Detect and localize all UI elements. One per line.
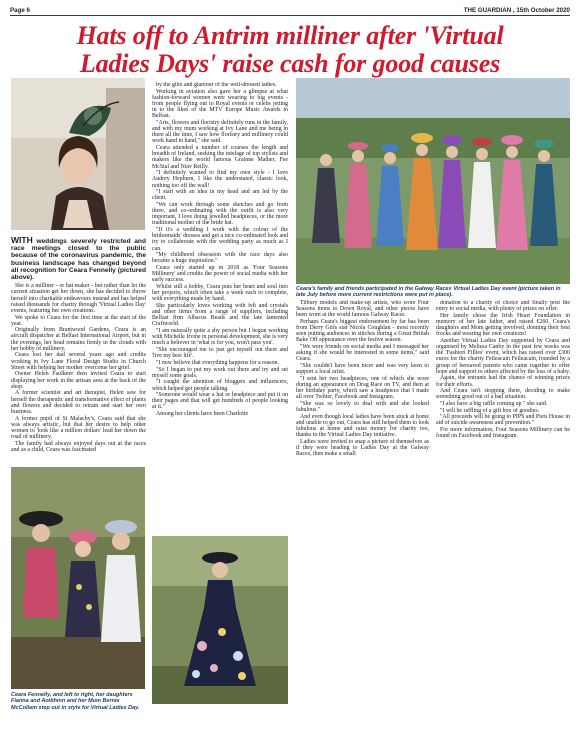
floral-dress-photo xyxy=(152,536,288,704)
paragraph: She particularly loves working with felt and crystals and other items from a range of suppliers, including Belfast firm Albacus Beads and the late lamented Craftworld. xyxy=(152,302,288,328)
paragraph: "I will be raffling of a gift box of goodies. xyxy=(440,407,540,414)
paragraph: by the glitz and glamour of the well-dressed ladies. xyxy=(156,82,277,88)
paragraph: "I definitely wanted to find my own style - I love Audrey Hepburn, I like the understated, classic look, nothing too off the wall! xyxy=(152,170,288,189)
paragraph: A former scientist and art therapist, Helen saw for herself the therapeutic and transformative effect of plants and flowers and decided to retrain and start her own business. xyxy=(11,390,146,415)
article-column-1 xyxy=(11,237,146,465)
paragraph: Ladies were invited to snap a picture of themselves as if they were heading to Ladies Day at the Galway Races, then make a small xyxy=(296,438,429,458)
paragraph: "I am naturally quite a shy person but I begun working with Michelle Irvine in personal development, she is very much a believer in 'what is for you, won't pass you'. xyxy=(152,328,288,347)
paragraph: The family had always enjoyed days out at the races and as a child, Ceara was fascinated xyxy=(11,440,146,453)
paragraph: "We were friends on social media and I messaged her asking if she would be interested in some items," said Ceara. xyxy=(296,344,429,363)
paragraph: "I caught the attention of bloggers and influencers, which helped get people talking. xyxy=(152,379,288,392)
paragraph: For more information, Four Seasons Millinery can be found on Facebook and Instagram. xyxy=(436,427,570,440)
lead-dropcap: WITH xyxy=(11,237,33,245)
paragraph: "I now believe that everything happens for a reason. xyxy=(156,359,279,366)
paragraph: "My childhood obsession with the race days also became a huge inspiration." xyxy=(152,252,288,265)
paragraph: Whilst still a hobby, Ceara puts her heart and soul into her projects, which often take a week each to complete, with everything made by hand. xyxy=(152,284,288,303)
lead-paragraph xyxy=(11,237,146,281)
paragraph: A former pupil of St Malachy's, Ceara said that she was always artistic, but that her desire to help other women to 'look like a million dollars' lead her down the road of millinery. xyxy=(11,415,146,440)
group-photo xyxy=(296,78,570,284)
paragraph: Tilbury models and make-up artists, who wore Four Seasons items to Down Royal, and other pieces have been worn at the world famous Galway Races. xyxy=(296,300,429,319)
paragraph: Ceara attended a number of courses the length and breadth of Ireland, seeking the tutelage of top stylists and makers like the world famous Grainne Mather, Fee McStal and Niav Reilly. xyxy=(152,145,288,170)
paragraph: Ceara lost her dad several years ago and credits working in Ivy Lane Floral Design Studio in Church Street with helping her mother overcome her grief. xyxy=(11,352,146,371)
paragraph: Among her clients have been Charlotte xyxy=(156,411,249,418)
group-photo-caption: Ceara's family and friends participated in the Galway Races Virtual Ladies Day event (picture taken in late July before more current restrictions were put in place). xyxy=(296,286,561,299)
paragraph: "If it's a wedding I work with the colour of the bridesmaids' dresses and get a nice co-ordinated look and try to collaborate with the wedding party as much as I can. xyxy=(152,227,288,252)
paragraph: donation to a charity of choice and finally post the entry to social media, with plenty of prizes on offer. xyxy=(436,300,570,313)
headline-line-1: Hats off to Antrim milliner after 'Virtual xyxy=(76,21,504,50)
headline xyxy=(10,22,570,77)
paragraph: "She was so lovely to deal with and she looked fabulous." xyxy=(296,401,429,414)
paragraph: We spoke to Ceara for the first time at the start of the year. xyxy=(11,314,146,327)
article-column-3 xyxy=(296,300,429,720)
paragraph: "Someone would wear a hat or headpiece and put it on their pages and that will get hundreds of people looking at it." xyxy=(152,392,288,411)
masthead-rule xyxy=(10,15,570,16)
paragraph: "We can work through some sketches and go from there, and co-ordinating with the outfit is also very important, I love doing jewelled headpieces, or the more traditional mother of the bride hat. xyxy=(152,201,288,227)
paragraph: Owner Helen Faulkner then invited Ceara to start displaying her work in the artisan area at the back of the shop. xyxy=(11,371,146,390)
paragraph: She is a milliner - or hat maker - but rather than let the current situation get her down, she has decided to throw herself into charitable endeavours instead and has helped raised thousands for charity through 'Virtual Ladies Day' events, featuring her own creations. xyxy=(11,283,146,314)
publication-date: THE GUARDIAN , 15th October 2020 xyxy=(463,7,570,14)
paragraph: "So I began to put my work out there and try and set myself some goals. xyxy=(152,366,288,379)
lead-text: weddings severely restricted and race meetings closed to the public because of the coronavirus pandemic, the business landscape has changed beyond all recognition for Ceara Fennelly (pictured above). xyxy=(11,238,146,282)
headline-line-2: Ladies Days' raise cash for good causes xyxy=(79,48,501,78)
family-photo xyxy=(11,467,145,689)
paragraph: "Arts, flowers and floristry definitely runs in the family, and with my mum working at Ivy Lane and me being in there all the time, I saw how floristry and millinery could work hand in hand," she said. xyxy=(152,119,288,145)
paragraph: Working in aviation also gave her a glimpse at what fashion-forward women were wearing to big events - from people flying out to Royal events or celebs jetting in to the likes of the MTV Europe Music Awards in Belfast. xyxy=(152,88,288,120)
paragraph: "All proceeds will be going to PIPS and Piets House in aid of suicide awareness and prevention." xyxy=(436,414,570,427)
paragraph: "I start with an idea in my head and am led by the client. xyxy=(152,189,288,202)
paragraph: And even though local ladies have been stuck at home and unable to go out, Ceara has still helped them to look fabulous at home and raise money for charity too, thanks to the Virtual Ladies Day initiative. xyxy=(296,413,429,439)
paragraph: Another Virtual Ladies Day supported by Ceara and organised by Melissa Canby in the past few weeks was the 'Fashion Fillies' event, which has raised over £300 euros for the charity Feileacain Feileacain, founded by a group of bereaved parents who came together to offer hope and support to others affected by the loss of a baby. xyxy=(436,337,570,375)
paragraph: "I also have a big raffle coming up " she said. xyxy=(440,401,548,407)
family-photo-caption: Ceara Fennelly, and left to right, her daughters Fianna and Aoibhinn and her Mum Bernie McCollam step out in style for Virtual Ladies Day. xyxy=(11,692,140,711)
paragraph: Originally from Brantwood Gardens, Ceara is an aircraft dispatcher at Belfast International Airport, but in the evenings, her head remains firmly in the clouds with her hobby of millinery. xyxy=(11,327,146,352)
paragraph: "She couldn't have been nicer and was very keen to support a local artist. xyxy=(296,363,429,376)
paragraph: And Ceara isn't stopping there, deciding to make something good out of a bad situation. xyxy=(436,388,570,401)
article-column-4 xyxy=(436,300,570,720)
page-number: Page 6 xyxy=(10,7,30,14)
paragraph: Her family chose the Irish Heart Foundation in memory of her late father, and raised €260, Ceara's daughters and Mom getting involved, donning their best frocks and wearing her own creations! xyxy=(436,312,570,338)
portrait-photo xyxy=(11,78,145,230)
paragraph: Again, the entrants had the chance of winning prizes for their efforts. xyxy=(436,375,570,388)
paragraph: "She encouraged me to just get myself out there and 'live my best life'. xyxy=(152,347,288,360)
paragraph: "I sent her two headpieces, one of which she wore during an appearance on Drag Race on TV, and then at her birthday party, which saw a headpiece that I made all over Twitter, Facebook and Instagram. xyxy=(296,375,429,401)
paragraph: Ceara only started up in 2018 as 'Four Seasons Millinery' and credits the power of social media with her early success. xyxy=(152,265,288,284)
paragraph: Perhaps Ceara's biggest endorsement by far has been from Derry Girls star Nicola Coughlan - most recently seen putting audiences in stitches during a Great British Bake Off appearance over the festive season. xyxy=(296,318,429,344)
